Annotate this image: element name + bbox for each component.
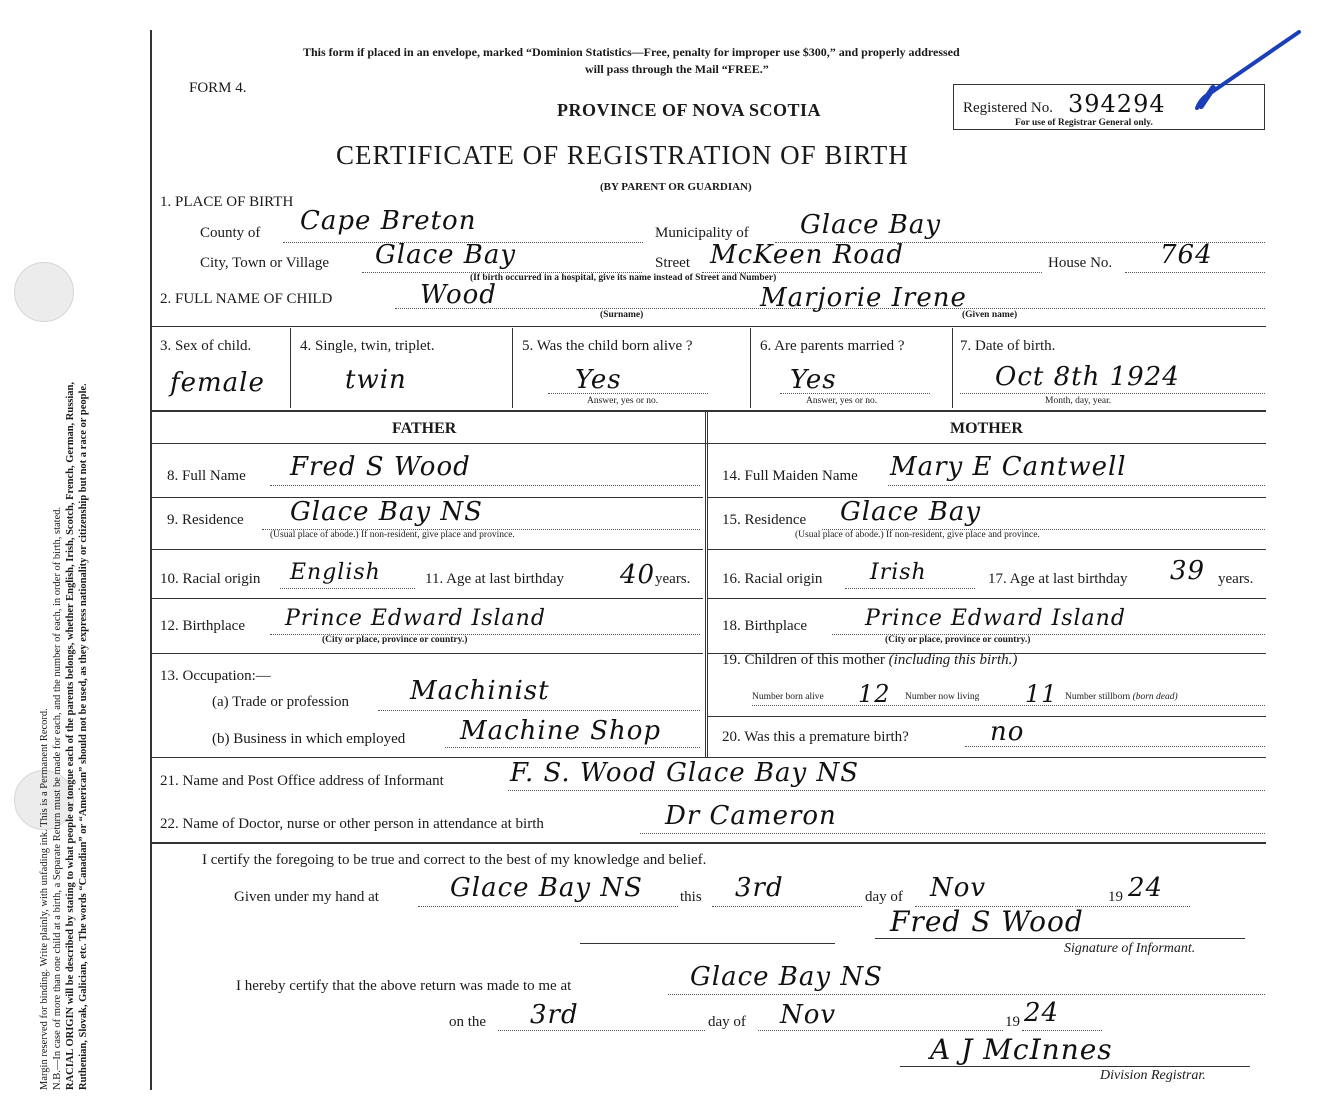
certification-divider: [580, 943, 835, 944]
dob-label: 7. Date of birth.: [960, 338, 1056, 354]
province-name: PROVINCE OF NOVA SCOTIA: [557, 100, 822, 120]
divider-6-7: [952, 328, 953, 408]
mother-residence-note: (Usual place of abode.) If non-resident, give place and province.: [795, 530, 1040, 540]
father-name-label: 8. Full Name: [167, 468, 246, 484]
registration-label: Registered No.: [963, 100, 1053, 116]
informant-label: 21. Name and Post Office address of Informant: [160, 773, 444, 789]
father-residence-note: (Usual place of abode.) If non-resident, give place and province.: [270, 530, 515, 540]
registrar-day-value: 3rd: [530, 1000, 579, 1030]
doctor-line: [640, 833, 1265, 834]
rule-before-certification: [152, 842, 1266, 844]
rule-before-parents: [152, 410, 1266, 412]
signature-informant-label: Signature of Informant.: [1064, 941, 1196, 956]
this-label: this: [680, 889, 702, 905]
stillborn-label: [1065, 692, 1178, 702]
given-year-value: 24: [1128, 873, 1164, 903]
father-residence-value: Glace Bay NS: [290, 497, 483, 527]
children-label-text: 19. Children of this mother: [722, 652, 885, 668]
certificate-title: CERTIFICATE OF REGISTRATION OF BIRTH: [336, 140, 909, 170]
mother-name-line: [888, 485, 1265, 486]
given-line: [815, 308, 1265, 309]
registrar-signature: A J McInnes: [930, 1033, 1113, 1066]
premature-value: no: [990, 717, 1025, 747]
registrar-year-line: [1022, 1030, 1102, 1031]
house-label: House No.: [1048, 255, 1113, 271]
married-label: 6. Are parents married ?: [760, 338, 905, 354]
house-value: 764: [1160, 240, 1213, 270]
registrar-signature-line: [900, 1066, 1250, 1067]
street-label: Street: [655, 255, 690, 271]
children-counts-line: [752, 705, 1265, 706]
born-alive-value: 12: [858, 680, 891, 708]
county-value: Cape Breton: [300, 206, 477, 236]
child-surname: Wood: [420, 280, 497, 310]
given-place-line: [418, 906, 678, 907]
born-alive-label: Number born alive: [752, 692, 824, 702]
mother-birthplace-value: Prince Edward Island: [865, 606, 1126, 631]
certificate-subtitle: (BY PARENT OR GUARDIAN): [600, 181, 752, 193]
sex-value: female: [170, 368, 265, 398]
living-label: Number now living: [905, 692, 980, 702]
registrar-place-value: Glace Bay NS: [690, 962, 883, 992]
given-note: (Given name): [962, 310, 1018, 320]
dob-note: Month, day, year.: [1045, 396, 1112, 406]
hospital-note: (If birth occurred in a hospital, give its name instead of Street and Number): [470, 273, 777, 283]
occupation-label: 13. Occupation:—: [160, 668, 271, 684]
alive-line: [548, 393, 708, 394]
mother-age-value: 39: [1170, 556, 1206, 586]
margin-note-1: Margin reserved for binding. Write plainly, with unfading ink. This is a Permanent Record.: [39, 708, 50, 1090]
margin-note-3: RACIAL ORIGIN will be described by stating to what people or tongue each of the parents belongs, whether English, Irish, Scotch, French, German, Russian,: [65, 381, 76, 1090]
informant-value: F. S. Wood Glace Bay NS: [510, 758, 860, 788]
father-racial-line: [280, 588, 415, 589]
mother-birthplace-note: (City or place, province or country.): [885, 635, 1031, 645]
registration-note: For use of Registrar General only.: [1015, 118, 1153, 128]
mother-racial-value: Irish: [870, 560, 927, 585]
margin-rule: [150, 30, 152, 1090]
father-rule-3: [152, 598, 703, 599]
place-of-birth-label: 1. PLACE OF BIRTH: [160, 194, 294, 210]
municipality-label: Municipality of: [655, 225, 749, 241]
rule-after-name: [152, 326, 1266, 327]
father-rule-4: [152, 653, 703, 654]
father-racial-label: 10. Racial origin: [160, 571, 261, 587]
father-heading: FATHER: [392, 420, 457, 437]
surname-line: [395, 308, 815, 309]
doctor-label: 22. Name of Doctor, nurse or other person in attendance at birth: [160, 816, 544, 832]
mother-racial-label: 16. Racial origin: [722, 571, 823, 587]
registration-number: 394294: [1068, 90, 1166, 118]
father-name-line: [270, 485, 700, 486]
alive-note: Answer, yes or no.: [587, 396, 659, 406]
married-note: Answer, yes or no.: [806, 396, 878, 406]
mother-name-value: Mary E Cantwell: [890, 452, 1127, 482]
day-of-label: day of: [865, 889, 903, 905]
house-line: [1125, 272, 1265, 273]
mother-rule-5: [708, 716, 1266, 717]
division-registrar-label: Division Registrar.: [1100, 1068, 1206, 1083]
city-value: Glace Bay: [375, 240, 517, 270]
check-mark-icon: [1195, 28, 1305, 113]
trade-label: (a) Trade or profession: [212, 694, 350, 710]
given-month-value: Nov: [930, 873, 987, 903]
street-value: McKeen Road: [710, 240, 905, 270]
doctor-value: Dr Cameron: [665, 801, 837, 831]
mother-years-label: years.: [1218, 571, 1254, 587]
given-day-line: [712, 906, 862, 907]
father-birthplace-label: 12. Birthplace: [160, 618, 245, 634]
father-name-value: Fred S Wood: [290, 452, 471, 482]
father-rule-2: [152, 549, 703, 550]
business-line: [445, 747, 700, 748]
living-value: 11: [1025, 680, 1058, 708]
stillborn-label-text: Number stillborn: [1065, 692, 1131, 702]
mother-birthplace-label: 18. Birthplace: [722, 618, 807, 634]
informant-line: [508, 790, 1265, 791]
registrar-month-line: [758, 1030, 1003, 1031]
registrar-year-value: 24: [1024, 998, 1060, 1028]
father-years-label: years.: [655, 571, 691, 587]
father-birthplace-note: (City or place, province or country.): [322, 635, 468, 645]
registrar-day-line: [498, 1030, 705, 1031]
trade-line: [378, 710, 700, 711]
city-label: City, Town or Village: [200, 255, 330, 271]
child-given-name: Marjorie Irene: [760, 283, 967, 313]
married-value: Yes: [790, 365, 837, 395]
mother-residence-value: Glace Bay: [840, 497, 982, 527]
married-line: [780, 393, 930, 394]
registrar-place-line: [668, 994, 1265, 995]
father-age-value: 40: [620, 560, 656, 590]
registrar-day-of-label: day of: [708, 1014, 746, 1030]
divider-3-4: [290, 328, 291, 408]
father-racial-value: English: [290, 560, 381, 585]
registrar-statement: I hereby certify that the above return was made to me at: [236, 978, 572, 994]
margin-note-2: N.B.—In case of more than one child at a birth, a Separate Return must be made for each, and the number of each, in order of birth, stated.: [52, 506, 63, 1090]
sex-label: 3. Sex of child.: [160, 338, 252, 354]
child-name-label: 2. FULL NAME OF CHILD: [160, 291, 333, 307]
rule-under-headings: [152, 443, 1266, 444]
alive-value: Yes: [575, 365, 622, 395]
municipality-value: Glace Bay: [800, 210, 942, 240]
mother-heading: MOTHER: [950, 420, 1023, 437]
mother-racial-line: [845, 588, 975, 589]
parents-divider: [705, 412, 708, 757]
business-value: Machine Shop: [460, 716, 661, 746]
given-day-value: 3rd: [735, 873, 784, 903]
plurality-value: twin: [345, 365, 407, 395]
registrar-year-prefix: 19: [1005, 1014, 1020, 1030]
informant-signature: Fred S Wood: [890, 905, 1084, 938]
given-place-value: Glace Bay NS: [450, 873, 643, 903]
divider-5-6: [750, 328, 751, 408]
given-year-line: [1075, 906, 1190, 907]
margin-note-4: Ruthenian, Slovak, Galician, etc. The words “Canadian” or “American” should not be used, as they express nationality or citizenship but not a race or people.: [78, 383, 89, 1090]
mother-name-label: 14. Full Maiden Name: [722, 468, 858, 484]
mother-rule-2: [708, 549, 1266, 550]
county-label: County of: [200, 225, 261, 241]
dob-line: [960, 393, 1265, 394]
year-prefix: 19: [1108, 889, 1123, 905]
children-label-italic: (including this birth.): [888, 652, 1018, 668]
registrar-month-value: Nov: [780, 1000, 837, 1030]
divider-4-5: [512, 328, 513, 408]
trade-value: Machinist: [410, 676, 550, 706]
father-birthplace-value: Prince Edward Island: [285, 606, 546, 631]
mother-residence-label: 15. Residence: [722, 512, 807, 528]
on-the-label: on the: [449, 1014, 487, 1030]
dob-value: Oct 8th 1924: [995, 362, 1180, 392]
form-number: FORM 4.: [189, 80, 247, 96]
postal-notice-line2: will pass through the Mail “FREE.”: [585, 62, 769, 76]
premature-line: [965, 746, 1265, 747]
signature-informant-line: [875, 938, 1245, 939]
alive-label: 5. Was the child born alive ?: [522, 338, 693, 354]
postal-notice-line1: This form if placed in an envelope, marked “Dominion Statistics—Free, penalty for improper use $300,” and properly addressed: [303, 45, 960, 59]
father-age-label: 11. Age at last birthday: [425, 571, 564, 587]
children-label: [722, 652, 1017, 669]
business-label: (b) Business in which employed: [212, 731, 406, 747]
certify-statement: I certify the foregoing to be true and correct to the best of my knowledge and belief.: [202, 852, 707, 868]
father-residence-label: 9. Residence: [167, 512, 244, 528]
plurality-label: 4. Single, twin, triplet.: [300, 338, 435, 354]
stillborn-label-italic: (born dead): [1132, 692, 1178, 702]
premature-label: 20. Was this a premature birth?: [722, 729, 909, 745]
mother-rule-3: [708, 598, 1266, 599]
mother-age-label: 17. Age at last birthday: [988, 571, 1128, 587]
mother-rule-1: [708, 497, 1266, 498]
margin-notes: [38, 15, 90, 1090]
given-under-label: Given under my hand at: [234, 889, 379, 905]
surname-note: (Surname): [600, 310, 644, 320]
